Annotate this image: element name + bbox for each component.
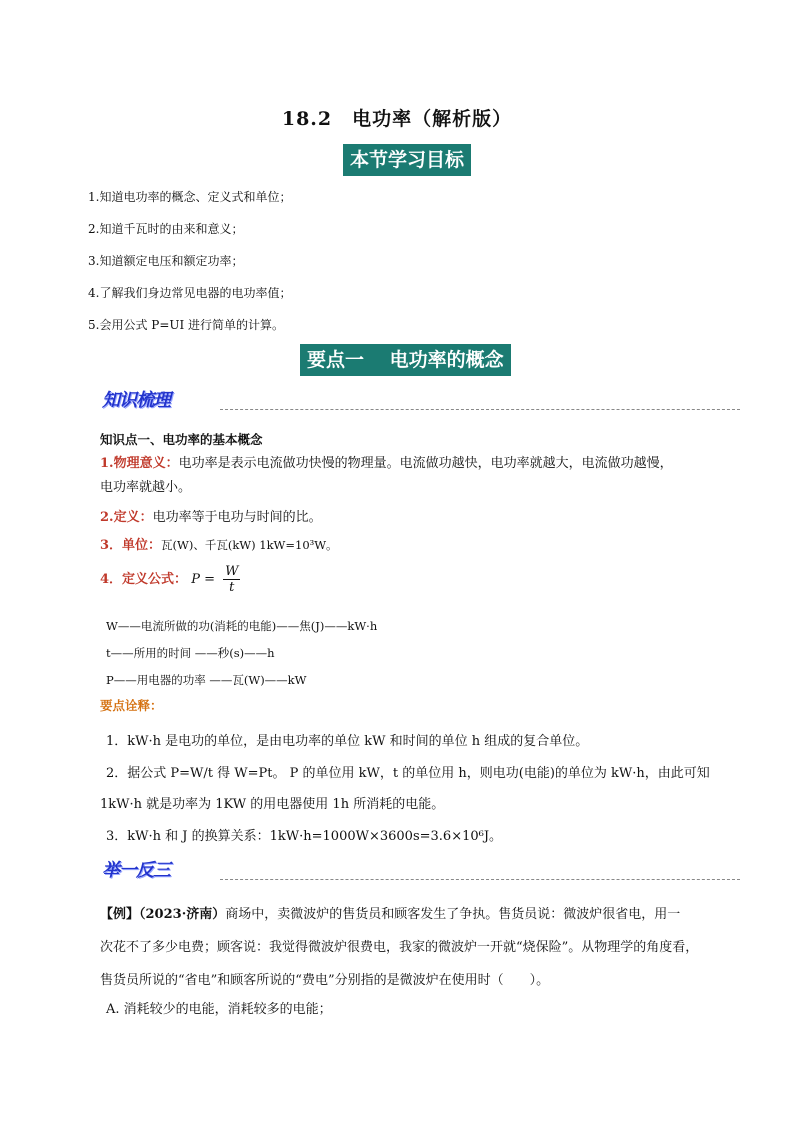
unit-text: 瓦(W)、千瓦(kW) 1kW=10³W。: [161, 538, 338, 552]
definition-paragraph: [100, 508, 322, 528]
goal-item: 5.会用公式 P=UI 进行简单的计算。: [88, 318, 285, 332]
goal-item: 1.知道电功率的概念、定义式和单位；: [88, 190, 292, 204]
note-item: 3．kW·h 和 J 的换算关系：1kW·h=1000W×3600s=3.6×10⁶J。: [106, 829, 503, 844]
meaning-paragraph: [100, 452, 740, 500]
page-title: 18.2 电功率（解析版）: [281, 108, 513, 130]
note-item: 1kW·h 就是功率为 1KW 的用电器使用 1h 所消耗的电能。: [100, 797, 445, 812]
formula-paragraph: [100, 564, 240, 595]
meaning-term: 1.物理意义：: [100, 456, 179, 471]
note-item: 1．kW·h 是电功的单位，是由电功率的单位 kW 和时间的单位 h 组成的复合单位。: [106, 734, 589, 749]
formula-term: 4．定义公式：: [100, 572, 188, 587]
example-option-a: A. 消耗较少的电能，消耗较多的电能；: [106, 1002, 332, 1017]
variable-line: P——用电器的功率 ——瓦(W)——kW: [106, 673, 307, 687]
goal-item: 3.知道额定电压和额定功率；: [88, 254, 244, 268]
definition-term: 2.定义：: [100, 510, 153, 525]
section-divider: [220, 879, 740, 880]
knowledge-heading: 知识点一、电功率的基本概念: [100, 432, 263, 447]
variable-line: t——所用的时间 ——秒(s)——h: [106, 646, 275, 660]
meaning-text-1: 电功率是表示电流做功快慢的物理量。电流做功越快，电功率就越大，电流做功越慢，: [178, 456, 673, 471]
section-header-examples: [100, 856, 740, 886]
example-source: （2023·济南）: [139, 907, 226, 922]
unit-paragraph: [100, 535, 338, 556]
formula-denominator: t: [229, 580, 235, 595]
example-line-2: 次花不了多少电费；顾客说：我觉得微波炉很费电，我家的微波炉一开就“烧保险”。从物理学的角度看，: [100, 940, 699, 955]
example-line-1: 商场中，卖微波炉的售货员和顾客发生了争执。售货员说：微波炉很省电，用一: [225, 907, 681, 922]
key-point-banner: 要点一 电功率的概念: [300, 344, 511, 376]
learning-goals-banner: 本节学习目标: [343, 144, 471, 176]
section-label: 举一反三: [102, 860, 170, 881]
formula-lhs: P =: [191, 572, 215, 587]
example-line-3: 售货员所说的“省电”和顾客所说的“费电”分别指的是微波炉在使用时（ ）。: [100, 973, 550, 988]
goal-item: 2.知道千瓦时的由来和意义；: [88, 222, 244, 236]
unit-term: 3．单位：: [100, 538, 162, 553]
example-tag: 【例】: [100, 907, 140, 922]
section-divider: [220, 409, 740, 410]
example-paragraph: [100, 898, 740, 997]
notes-heading: 要点诠释：: [100, 698, 163, 713]
meaning-text-2: 电功率就越小。: [100, 480, 192, 495]
goal-item: 4.了解我们身边常见电器的电功率值；: [88, 286, 292, 300]
variable-line: W——电流所做的功(消耗的电能)——焦(J)——kW·h: [106, 619, 378, 633]
definition-text: 电功率等于电功与时间的比。: [152, 510, 322, 525]
section-label: 知识梳理: [102, 390, 170, 411]
formula-numerator: W: [225, 564, 239, 579]
section-header-knowledge: [100, 386, 740, 416]
note-item: 2．据公式 P=W/t 得 W=Pt。 P 的单位用 kW，t 的单位用 h，则电功(电能)的单位为 kW·h，由此可知: [106, 766, 710, 781]
formula-fraction: [223, 564, 240, 595]
